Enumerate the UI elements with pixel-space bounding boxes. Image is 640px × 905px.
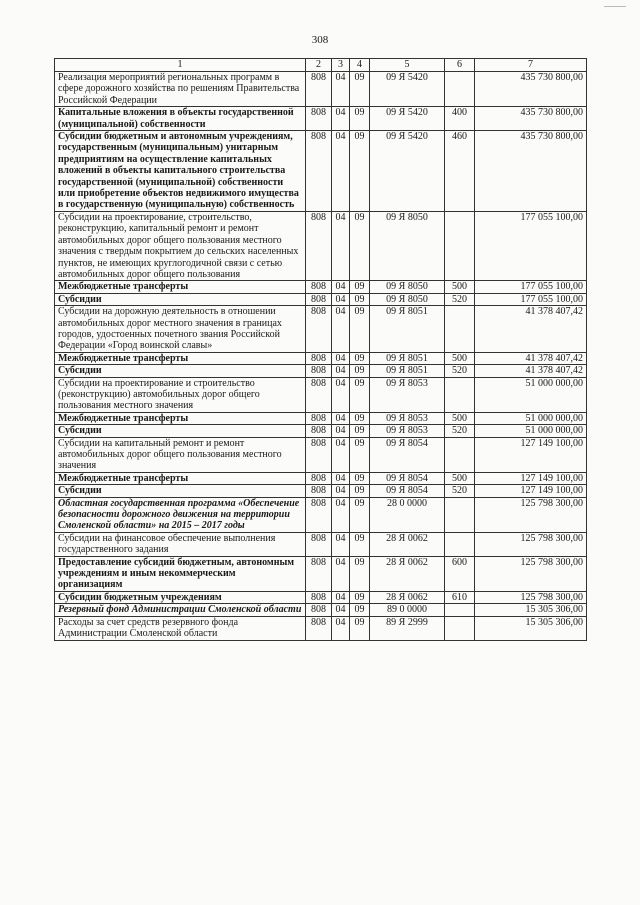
table-row	[55, 485, 587, 497]
department-code-cell: 808	[306, 591, 332, 603]
section-code-cell: 04	[332, 497, 350, 532]
expense-name-cell: Капитальные вложения в объекты государственной (муниципальной) собственности	[55, 107, 306, 131]
amount-cell: 125 798 300,00	[475, 532, 587, 556]
target-article-cell: 09 Я 8050	[370, 293, 445, 305]
column-header: 5	[370, 59, 445, 72]
expense-name-cell: Субсидии бюджетным учреждениям	[55, 591, 306, 603]
expense-name-cell: Субсидии на проектирование, строительство, реконструкцию, капитальный ремонт и ремонт автомобильных дорог общего пользования местного значения с твердым покрытием до сельских населенных пунктов, не имеющих круглогодичной связи с сетью автомобильных дорог общего пользования	[55, 211, 306, 280]
target-article-cell: 09 Я 8051	[370, 306, 445, 353]
expense-type-cell: 520	[445, 425, 475, 437]
subsection-code-cell: 09	[350, 485, 370, 497]
table-row	[55, 365, 587, 377]
department-code-cell: 808	[306, 107, 332, 131]
expense-type-cell: 500	[445, 472, 475, 484]
amount-cell: 41 378 407,42	[475, 365, 587, 377]
subsection-code-cell: 09	[350, 131, 370, 212]
section-code-cell: 04	[332, 532, 350, 556]
expense-type-cell: 520	[445, 293, 475, 305]
amount-cell: 51 000 000,00	[475, 425, 587, 437]
expense-name-cell: Субсидии на капитальный ремонт и ремонт автомобильных дорог общего пользования местного значения	[55, 437, 306, 472]
expense-type-cell	[445, 377, 475, 412]
section-code-cell: 04	[332, 131, 350, 212]
amount-cell: 41 378 407,42	[475, 352, 587, 364]
section-code-cell: 04	[332, 472, 350, 484]
table-row	[55, 352, 587, 364]
subsection-code-cell: 09	[350, 107, 370, 131]
section-code-cell: 04	[332, 485, 350, 497]
amount-cell: 41 378 407,42	[475, 306, 587, 353]
expense-type-cell	[445, 604, 475, 616]
amount-cell: 435 730 800,00	[475, 107, 587, 131]
department-code-cell: 808	[306, 293, 332, 305]
department-code-cell: 808	[306, 352, 332, 364]
target-article-cell: 28 Я 0062	[370, 591, 445, 603]
subsection-code-cell: 09	[350, 591, 370, 603]
expense-type-cell	[445, 72, 475, 107]
subsection-code-cell: 09	[350, 306, 370, 353]
subsection-code-cell: 09	[350, 472, 370, 484]
section-code-cell: 04	[332, 352, 350, 364]
target-article-cell: 28 0 0000	[370, 497, 445, 532]
expense-name-cell: Межбюджетные трансферты	[55, 472, 306, 484]
amount-cell: 177 055 100,00	[475, 293, 587, 305]
section-code-cell: 04	[332, 72, 350, 107]
table-row	[55, 604, 587, 616]
expense-name-cell: Областная государственная программа «Обеспечение безопасности дорожного движения на территории Смоленской области» на 2015 – 2017 годы	[55, 497, 306, 532]
expense-type-cell: 600	[445, 556, 475, 591]
subsection-code-cell: 09	[350, 556, 370, 591]
table-row	[55, 131, 587, 212]
table-row	[55, 425, 587, 437]
section-code-cell: 04	[332, 107, 350, 131]
department-code-cell: 808	[306, 211, 332, 280]
target-article-cell: 09 Я 8050	[370, 211, 445, 280]
subsection-code-cell: 09	[350, 532, 370, 556]
amount-cell: 125 798 300,00	[475, 591, 587, 603]
table-row	[55, 556, 587, 591]
expense-type-cell	[445, 437, 475, 472]
amount-cell: 127 149 100,00	[475, 437, 587, 472]
expense-type-cell: 500	[445, 352, 475, 364]
table-row	[55, 293, 587, 305]
target-article-cell: 09 Я 8051	[370, 365, 445, 377]
amount-cell: 435 730 800,00	[475, 131, 587, 212]
expense-name-cell: Субсидии	[55, 365, 306, 377]
table-row	[55, 616, 587, 640]
table-row	[55, 281, 587, 293]
department-code-cell: 808	[306, 616, 332, 640]
column-header: 6	[445, 59, 475, 72]
subsection-code-cell: 09	[350, 497, 370, 532]
amount-cell: 177 055 100,00	[475, 211, 587, 280]
department-code-cell: 808	[306, 72, 332, 107]
target-article-cell: 09 Я 8054	[370, 437, 445, 472]
section-code-cell: 04	[332, 306, 350, 353]
department-code-cell: 808	[306, 485, 332, 497]
expense-type-cell: 500	[445, 412, 475, 424]
section-code-cell: 04	[332, 293, 350, 305]
subsection-code-cell: 09	[350, 616, 370, 640]
table-row	[55, 377, 587, 412]
subsection-code-cell: 09	[350, 211, 370, 280]
department-code-cell: 808	[306, 425, 332, 437]
department-code-cell: 808	[306, 131, 332, 212]
expense-type-cell: 610	[445, 591, 475, 603]
target-article-cell: 09 Я 8050	[370, 281, 445, 293]
amount-cell: 15 305 306,00	[475, 604, 587, 616]
subsection-code-cell: 09	[350, 293, 370, 305]
expense-name-cell: Субсидии бюджетным и автономным учреждениям, государственным (муниципальным) унитарным предприятиям на осуществление капитальных вложений в объекты капитального строительства государственной (муниципальной) собственности или приобретение объектов недвижимого имущества в государственную (муниципальную) собственность	[55, 131, 306, 212]
department-code-cell: 808	[306, 497, 332, 532]
subsection-code-cell: 09	[350, 412, 370, 424]
section-code-cell: 04	[332, 412, 350, 424]
amount-cell: 15 305 306,00	[475, 616, 587, 640]
expense-type-cell	[445, 616, 475, 640]
subsection-code-cell: 09	[350, 352, 370, 364]
table-row	[55, 72, 587, 107]
expense-name-cell: Предоставление субсидий бюджетным, автономным учреждениям и иным некоммерческим организациям	[55, 556, 306, 591]
section-code-cell: 04	[332, 616, 350, 640]
target-article-cell: 09 Я 8054	[370, 485, 445, 497]
expense-name-cell: Межбюджетные трансферты	[55, 281, 306, 293]
table-row	[55, 532, 587, 556]
expense-type-cell	[445, 211, 475, 280]
department-code-cell: 808	[306, 532, 332, 556]
table-row	[55, 107, 587, 131]
department-code-cell: 808	[306, 377, 332, 412]
target-article-cell: 09 Я 8053	[370, 377, 445, 412]
subsection-code-cell: 09	[350, 604, 370, 616]
column-header: 4	[350, 59, 370, 72]
expense-name-cell: Субсидии на финансовое обеспечение выполнения государственного задания	[55, 532, 306, 556]
department-code-cell: 808	[306, 306, 332, 353]
table-row	[55, 412, 587, 424]
subsection-code-cell: 09	[350, 437, 370, 472]
amount-cell: 51 000 000,00	[475, 377, 587, 412]
table-row	[55, 472, 587, 484]
expense-name-cell: Субсидии	[55, 425, 306, 437]
target-article-cell: 09 Я 5420	[370, 72, 445, 107]
scan-mark	[604, 6, 626, 7]
target-article-cell: 09 Я 8054	[370, 472, 445, 484]
column-number-row	[55, 59, 587, 72]
expense-name-cell: Реализация мероприятий региональных программ в сфере дорожного хозяйства по решениям Правительства Российской Федерации	[55, 72, 306, 107]
section-code-cell: 04	[332, 425, 350, 437]
department-code-cell: 808	[306, 412, 332, 424]
subsection-code-cell: 09	[350, 425, 370, 437]
section-code-cell: 04	[332, 604, 350, 616]
expense-name-cell: Межбюджетные трансферты	[55, 352, 306, 364]
amount-cell: 177 055 100,00	[475, 281, 587, 293]
expense-name-cell: Субсидии	[55, 293, 306, 305]
amount-cell: 127 149 100,00	[475, 485, 587, 497]
expense-name-cell: Субсидии	[55, 485, 306, 497]
department-code-cell: 808	[306, 472, 332, 484]
target-article-cell: 09 Я 8053	[370, 412, 445, 424]
expense-name-cell: Резервный фонд Администрации Смоленской области	[55, 604, 306, 616]
amount-cell: 125 798 300,00	[475, 497, 587, 532]
expense-name-cell: Субсидии на проектирование и строительство (реконструкцию) автомобильных дорог общего пользования местного значения	[55, 377, 306, 412]
amount-cell: 125 798 300,00	[475, 556, 587, 591]
expense-type-cell: 500	[445, 281, 475, 293]
section-code-cell: 04	[332, 556, 350, 591]
table-row	[55, 497, 587, 532]
subsection-code-cell: 09	[350, 377, 370, 412]
expense-type-cell: 520	[445, 365, 475, 377]
expense-name-cell: Субсидии на дорожную деятельность в отношении автомобильных дорог местного значения в границах городов, удостоенных почетного звания Российской Федерации «Город воинской славы»	[55, 306, 306, 353]
target-article-cell: 89 0 0000	[370, 604, 445, 616]
target-article-cell: 28 Я 0062	[370, 556, 445, 591]
section-code-cell: 04	[332, 365, 350, 377]
budget-table	[54, 58, 587, 641]
column-header: 3	[332, 59, 350, 72]
table-row	[55, 437, 587, 472]
expense-type-cell	[445, 532, 475, 556]
target-article-cell: 09 Я 8053	[370, 425, 445, 437]
target-article-cell: 09 Я 5420	[370, 107, 445, 131]
table-row	[55, 306, 587, 353]
subsection-code-cell: 09	[350, 281, 370, 293]
amount-cell: 127 149 100,00	[475, 472, 587, 484]
expense-name-cell: Межбюджетные трансферты	[55, 412, 306, 424]
table-row	[55, 211, 587, 280]
target-article-cell: 89 Я 2999	[370, 616, 445, 640]
amount-cell: 51 000 000,00	[475, 412, 587, 424]
subsection-code-cell: 09	[350, 72, 370, 107]
department-code-cell: 808	[306, 556, 332, 591]
subsection-code-cell: 09	[350, 365, 370, 377]
section-code-cell: 04	[332, 281, 350, 293]
table-row	[55, 591, 587, 603]
department-code-cell: 808	[306, 437, 332, 472]
department-code-cell: 808	[306, 604, 332, 616]
department-code-cell: 808	[306, 365, 332, 377]
expense-type-cell	[445, 306, 475, 353]
target-article-cell: 09 Я 5420	[370, 131, 445, 212]
section-code-cell: 04	[332, 591, 350, 603]
column-header: 2	[306, 59, 332, 72]
expense-type-cell: 400	[445, 107, 475, 131]
expense-type-cell: 520	[445, 485, 475, 497]
amount-cell: 435 730 800,00	[475, 72, 587, 107]
target-article-cell: 28 Я 0062	[370, 532, 445, 556]
page-number: 308	[311, 34, 329, 46]
expense-type-cell	[445, 497, 475, 532]
department-code-cell: 808	[306, 281, 332, 293]
expense-name-cell: Расходы за счет средств резервного фонда Администрации Смоленской области	[55, 616, 306, 640]
target-article-cell: 09 Я 8051	[370, 352, 445, 364]
section-code-cell: 04	[332, 211, 350, 280]
expense-type-cell: 460	[445, 131, 475, 212]
section-code-cell: 04	[332, 437, 350, 472]
column-header: 7	[475, 59, 587, 72]
section-code-cell: 04	[332, 377, 350, 412]
column-header: 1	[55, 59, 306, 72]
